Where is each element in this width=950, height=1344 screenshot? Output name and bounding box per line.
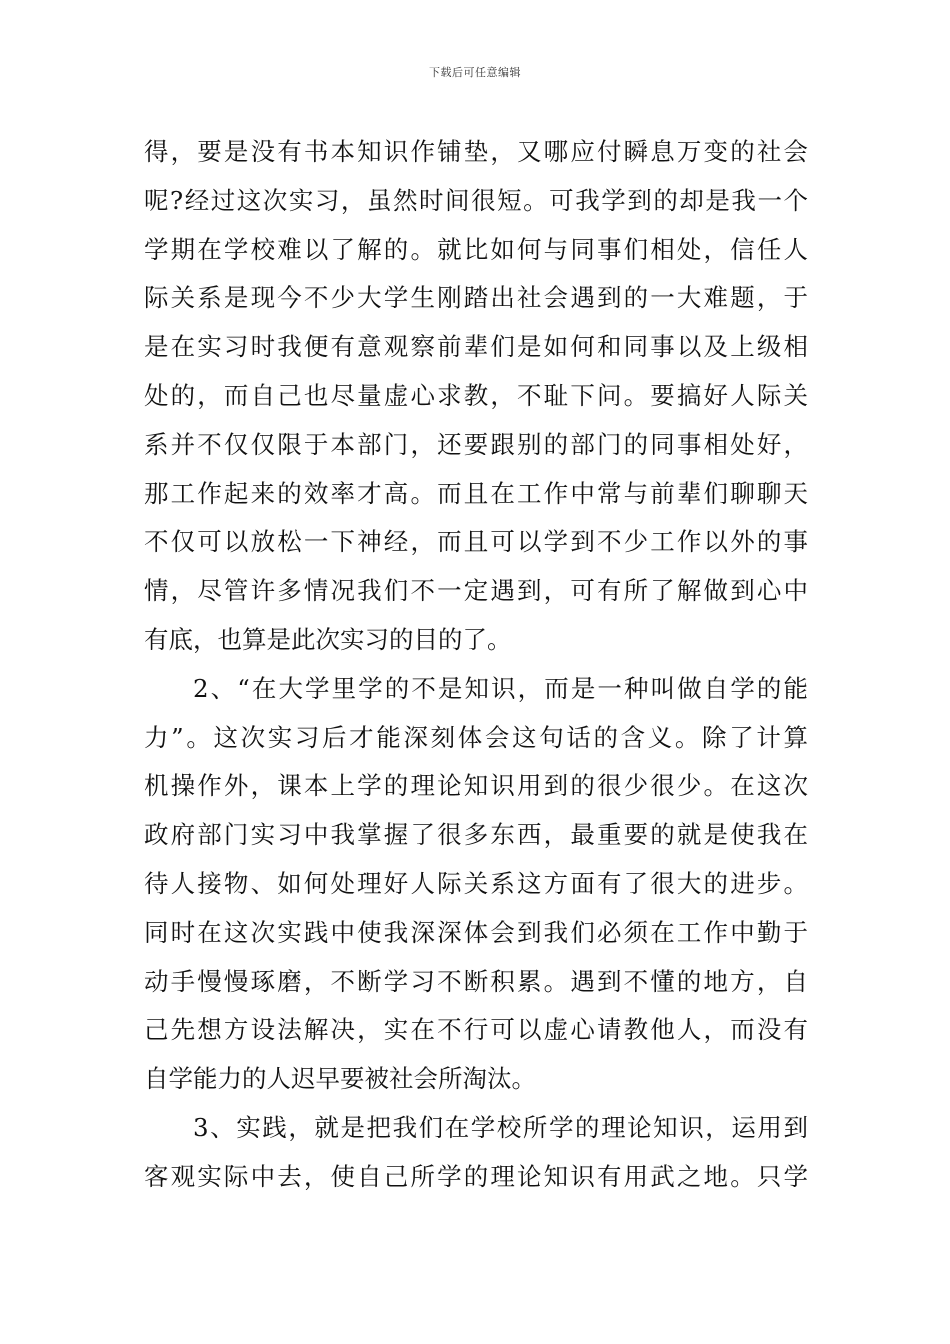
text-line: 是在实习时我便有意观察前辈们是如何和同事以及上级相 <box>144 332 808 362</box>
text-line: 那工作起来的效率才高。而且在工作中常与前辈们聊聊天 <box>144 478 808 508</box>
text-line: 己先想方设法解决，实在不行可以虚心请教他人，而没有 <box>144 1015 808 1045</box>
text-line: 呢?经过这次实习，虽然时间很短。可我学到的却是我一个 <box>144 185 808 215</box>
text-line: 同时在这次实践中使我深深体会到我们必须在工作中勤于 <box>144 917 808 947</box>
text-line: 不仅可以放松一下神经，而且可以学到不少工作以外的事 <box>144 527 808 557</box>
text-line: 情，尽管许多情况我们不一定遇到，可有所了解做到心中 <box>144 576 808 606</box>
text-line: 得，要是没有书本知识作铺垫，又哪应付瞬息万变的社会 <box>144 137 808 166</box>
paragraph-start-line: 3、实践，就是把我们在学校所学的理论知识，运用到 <box>193 1112 808 1142</box>
text-line: 学期在学校难以了解的。就比如何与同事们相处，信任人 <box>144 234 808 264</box>
text-line: 际关系是现今不少大学生刚踏出社会遇到的一大难题，于 <box>144 283 808 313</box>
paragraph-end-line: 自学能力的人迟早要被社会所淘汰。 <box>144 1064 536 1094</box>
text-line: 系并不仅仅限于本部门，还要跟别的部门的同事相处好， <box>144 429 808 459</box>
text-line: 力”。这次实习后才能深刻体会这句话的含义。除了计算 <box>144 722 808 752</box>
text-line: 机操作外，课本上学的理论知识用到的很少很少。在这次 <box>144 771 808 801</box>
text-line: 处的，而自己也尽量虚心求教，不耻下问。要搞好人际关 <box>144 380 808 410</box>
text-line: 动手慢慢琢磨，不断学习不断积累。遇到不懂的地方，自 <box>144 966 808 996</box>
text-line: 政府部门实习中我掌握了很多东西，最重要的就是使我在 <box>144 820 808 850</box>
page-header: 下载后可任意编辑 <box>429 66 521 79</box>
text-line: 待人接物、如何处理好人际关系这方面有了很大的进步。 <box>144 868 808 898</box>
text-line: 客观实际中去，使自己所学的理论知识有用武之地。只学 <box>144 1161 808 1191</box>
document-body <box>144 128 808 1202</box>
paragraph-start-line: 2、“在大学里学的不是知识，而是一种叫做自学的能 <box>193 673 808 703</box>
paragraph-end-line: 有底，也算是此次实习的目的了。 <box>144 624 512 654</box>
